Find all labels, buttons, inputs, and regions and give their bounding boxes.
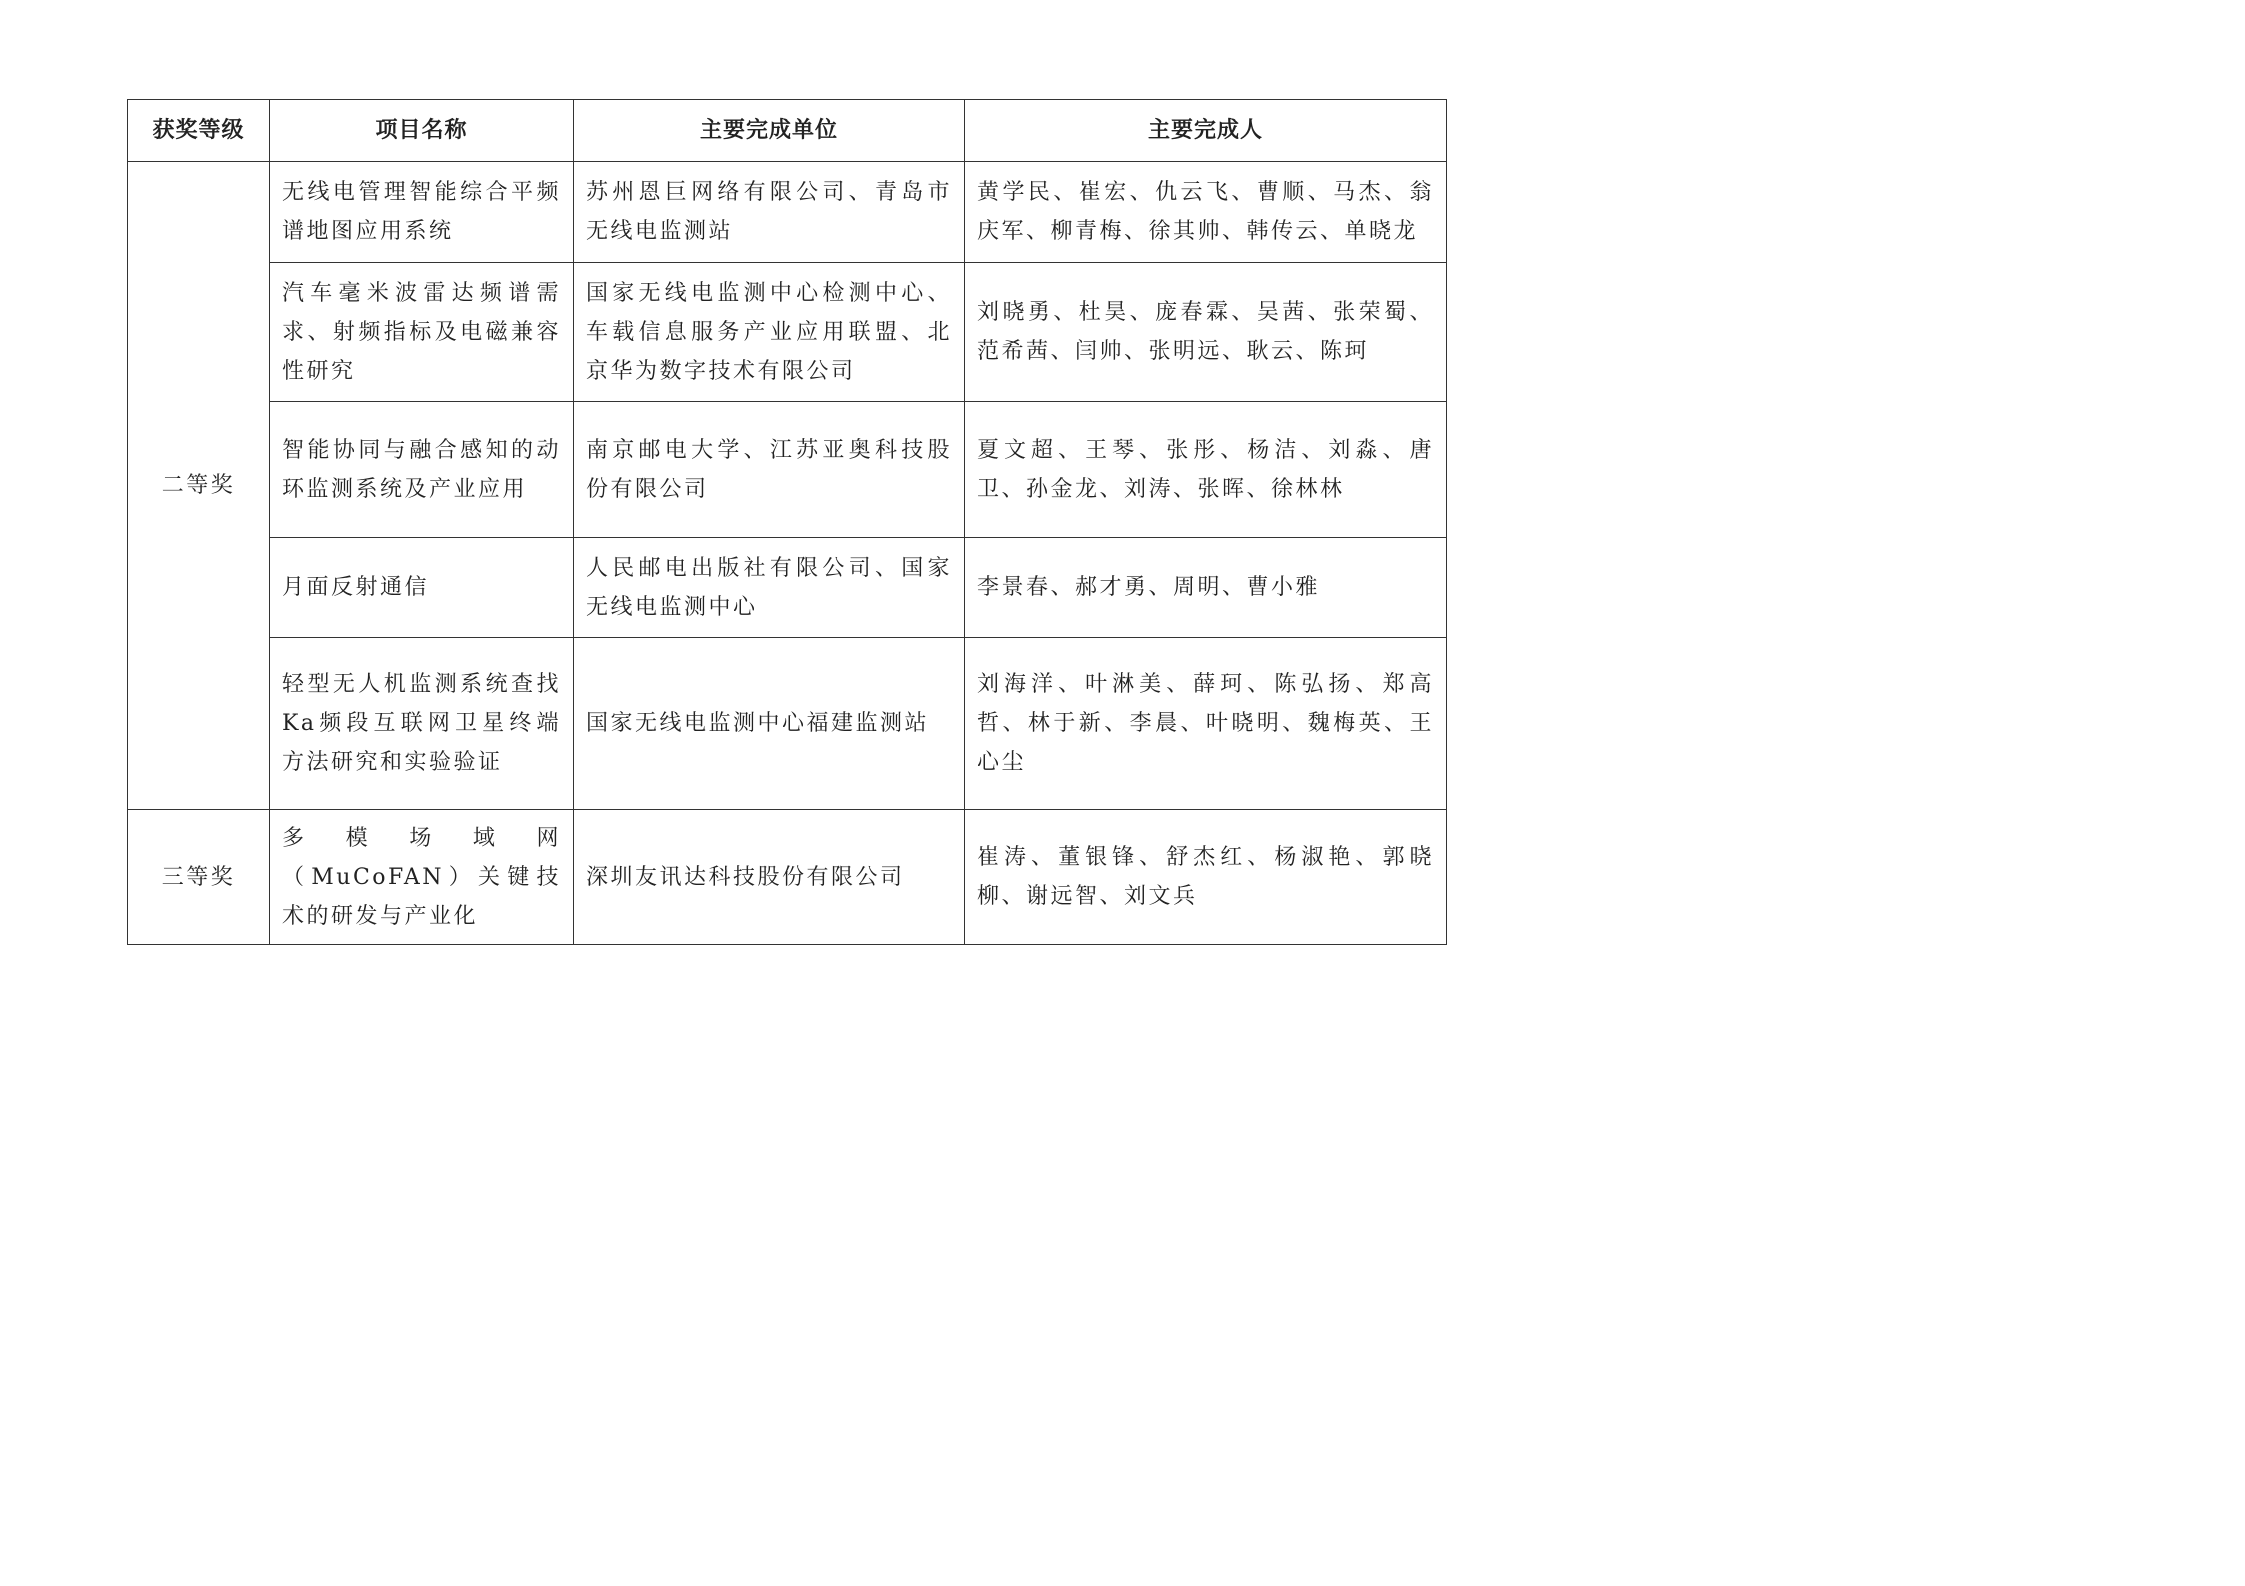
table-row	[128, 263, 1447, 402]
award-level-cell: 三等奖	[128, 810, 270, 945]
project-name-cell: 智能协同与融合感知的动环监测系统及产业应用	[270, 402, 574, 538]
people-cell: 李景春、郝才勇、周明、曹小雅	[965, 538, 1447, 638]
table-row	[128, 538, 1447, 638]
units-cell: 苏州恩巨网络有限公司、青岛市无线电监测站	[574, 162, 965, 263]
people-cell: 崔涛、董银锋、舒杰红、杨淑艳、郭晓柳、谢远智、刘文兵	[965, 810, 1447, 945]
header-main-people: 主要完成人	[965, 100, 1447, 162]
table-row	[128, 162, 1447, 263]
project-name-cell: 轻型无人机监测系统查找Ka频段互联网卫星终端方法研究和实验验证	[270, 638, 574, 810]
people-cell: 刘海洋、叶淋美、薛珂、陈弘扬、郑高哲、林于新、李晨、叶晓明、魏梅英、王心尘	[965, 638, 1447, 810]
people-cell: 黄学民、崔宏、仇云飞、曹顺、马杰、翁庆军、柳青梅、徐其帅、韩传云、单晓龙	[965, 162, 1447, 263]
units-cell: 国家无线电监测中心福建监测站	[574, 638, 965, 810]
table-row	[128, 402, 1447, 538]
units-cell: 深圳友讯达科技股份有限公司	[574, 810, 965, 945]
awards-table	[127, 99, 1447, 945]
units-cell: 南京邮电大学、江苏亚奥科技股份有限公司	[574, 402, 965, 538]
project-name-cell: 月面反射通信	[270, 538, 574, 638]
units-cell: 人民邮电出版社有限公司、国家无线电监测中心	[574, 538, 965, 638]
table-row	[128, 810, 1447, 945]
project-name-cell: 无线电管理智能综合平频谱地图应用系统	[270, 162, 574, 263]
header-main-units: 主要完成单位	[574, 100, 965, 162]
people-cell: 刘晓勇、杜昊、庞春霖、吴茜、张荣蜀、范希茜、闫帅、张明远、耿云、陈珂	[965, 263, 1447, 402]
units-cell: 国家无线电监测中心检测中心、车载信息服务产业应用联盟、北京华为数字技术有限公司	[574, 263, 965, 402]
people-cell: 夏文超、王琴、张彤、杨洁、刘淼、唐卫、孙金龙、刘涛、张晖、徐林林	[965, 402, 1447, 538]
header-project-name: 项目名称	[270, 100, 574, 162]
table-row	[128, 638, 1447, 810]
award-level-cell: 二等奖	[128, 162, 270, 810]
table-header-row	[128, 100, 1447, 162]
project-name-cell: 汽车毫米波雷达频谱需求、射频指标及电磁兼容性研究	[270, 263, 574, 402]
project-name-cell: 多模场域网（MuCoFAN）关键技术的研发与产业化	[270, 810, 574, 945]
header-award-level: 获奖等级	[128, 100, 270, 162]
